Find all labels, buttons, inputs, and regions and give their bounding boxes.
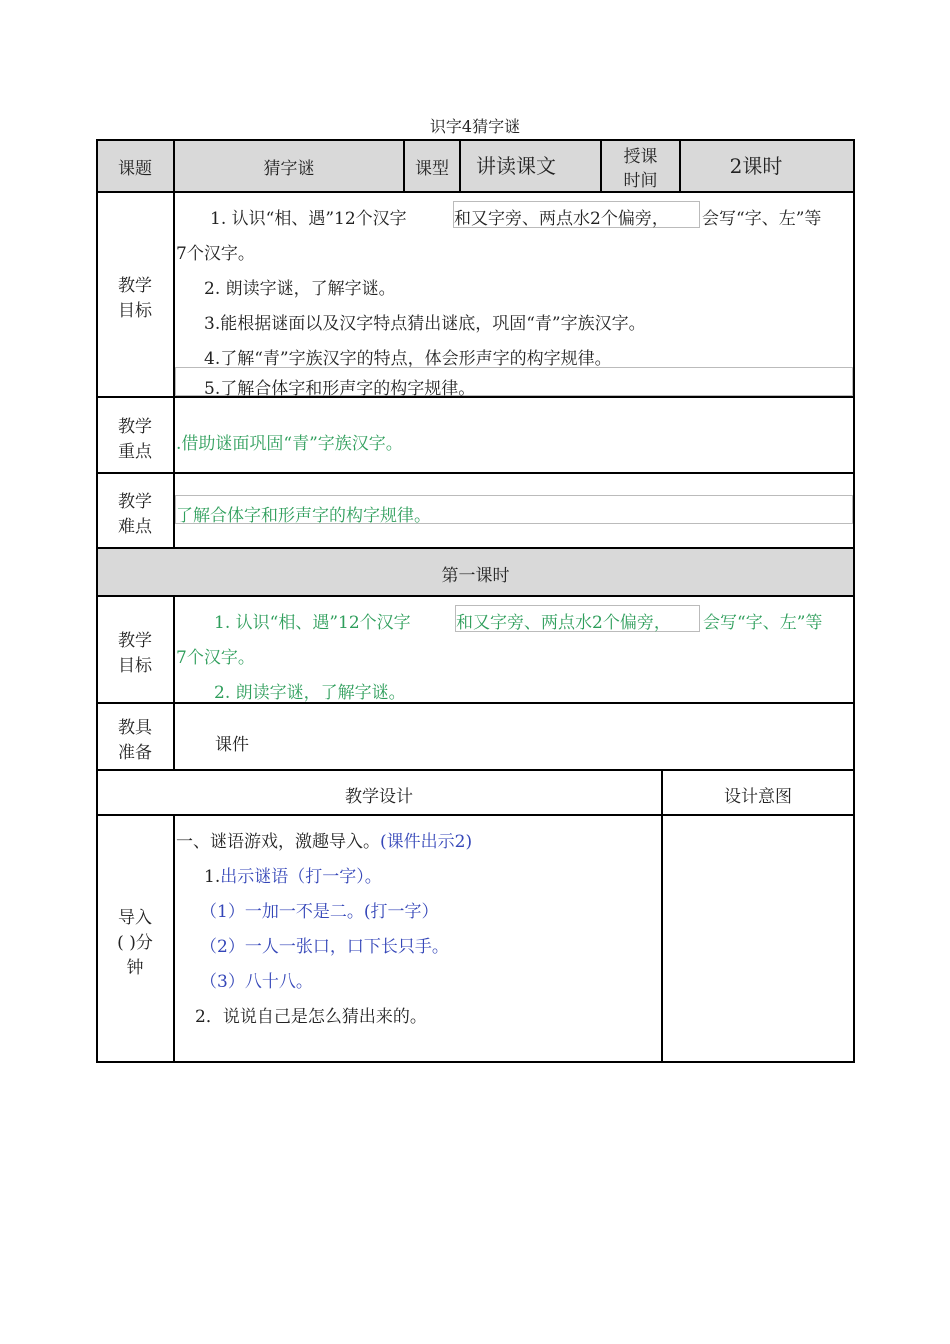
intro-line1-note: (课件出示2) [380, 832, 473, 852]
lesson1-goals-label-line1: 教学 [118, 631, 152, 651]
lesson1-heading: 第一课时 [441, 566, 510, 586]
lesson1-goal-item1-part2: 和又字旁、两点水2个偏旁， [456, 613, 671, 633]
intro-line2-text: 出示谜语（打一字）。 [220, 867, 382, 887]
intro-line3: 2．说说自己是怎么猜出来的。 [195, 1007, 427, 1027]
keypoints-label-line2: 重点 [118, 442, 152, 462]
lesson1-goal-item2: 2. 朗读字谜，了解字谜。 [214, 683, 406, 703]
difficulties-label-line1: 教学 [118, 492, 152, 512]
time-label-line1: 授课 [623, 147, 658, 167]
document-title: 识字4猜字谜 [429, 117, 521, 136]
difficulties-text: 了解合体字和形声字的构字规律。 [176, 506, 431, 526]
time-label-line2: 时间 [623, 171, 658, 191]
type-label: 课型 [415, 159, 449, 179]
intro-label-line1: 导入 [118, 908, 152, 928]
keypoints-label-line1: 教学 [118, 417, 152, 437]
intro-line1-text: 一、谜语游戏，激趣导入。 [176, 832, 380, 852]
goal-item1-line2: 7个汉字。 [176, 244, 255, 264]
tools-value: 课件 [215, 735, 249, 755]
riddle-3: （3）八十八。 [200, 972, 313, 992]
tools-label-line2: 准备 [118, 743, 152, 763]
riddle-2: （2）一人一张口，口下长只手。 [200, 937, 449, 957]
keypoints-text: .借助谜面巩固“青”字族汉字。 [176, 434, 403, 454]
intro-line2 [204, 862, 382, 887]
goals-label-line1: 教学 [118, 276, 152, 296]
lesson1-goal-item1-part3: 会写“字、左”等 [703, 613, 823, 633]
goal-item5: 5.了解合体字和形声字的构字规律。 [204, 379, 476, 399]
topic-label: 课题 [118, 159, 152, 179]
goal-item1-part2: 和又字旁、两点水2个偏旁， [454, 209, 669, 229]
design-col1-header: 教学设计 [345, 787, 413, 807]
goals-label-line2: 目标 [118, 301, 152, 321]
design-col2-header: 设计意图 [724, 787, 792, 807]
goal-item2: 2. 朗读字谜，了解字谜。 [204, 279, 396, 299]
difficulties-label-line2: 难点 [118, 517, 152, 537]
intro-line2-number: 1. [204, 867, 221, 887]
intro-line1 [176, 827, 472, 852]
goal-item1-part1: 1. 认识“相、遇”12个汉字 [210, 209, 407, 229]
goal-item1-part3: 会写“字、左”等 [702, 209, 822, 229]
lesson1-goals-label-line2: 目标 [118, 656, 152, 676]
topic-value: 猜字谜 [263, 159, 315, 179]
goal-item3: 3.能根据谜面以及汉字特点猜出谜底，巩固“青”字族汉字。 [204, 314, 646, 334]
intro-label-line3: 钟 [126, 958, 144, 978]
riddle-1: （1）一加一不是二。(打一字） [200, 902, 439, 922]
type-value: 讲读课文 [476, 154, 556, 178]
lesson1-goal-item1-part1: 1. 认识“相、遇”12个汉字 [214, 613, 411, 633]
intro-label-line2: ( )分 [117, 933, 153, 953]
lesson1-goal-item1-line2: 7个汉字。 [176, 648, 255, 668]
goal-item4: 4.了解“青”字族汉字的特点，体会形声字的构字规律。 [204, 349, 612, 369]
tools-label-line1: 教具 [118, 718, 152, 738]
hours-value: 2课时 [729, 154, 783, 178]
